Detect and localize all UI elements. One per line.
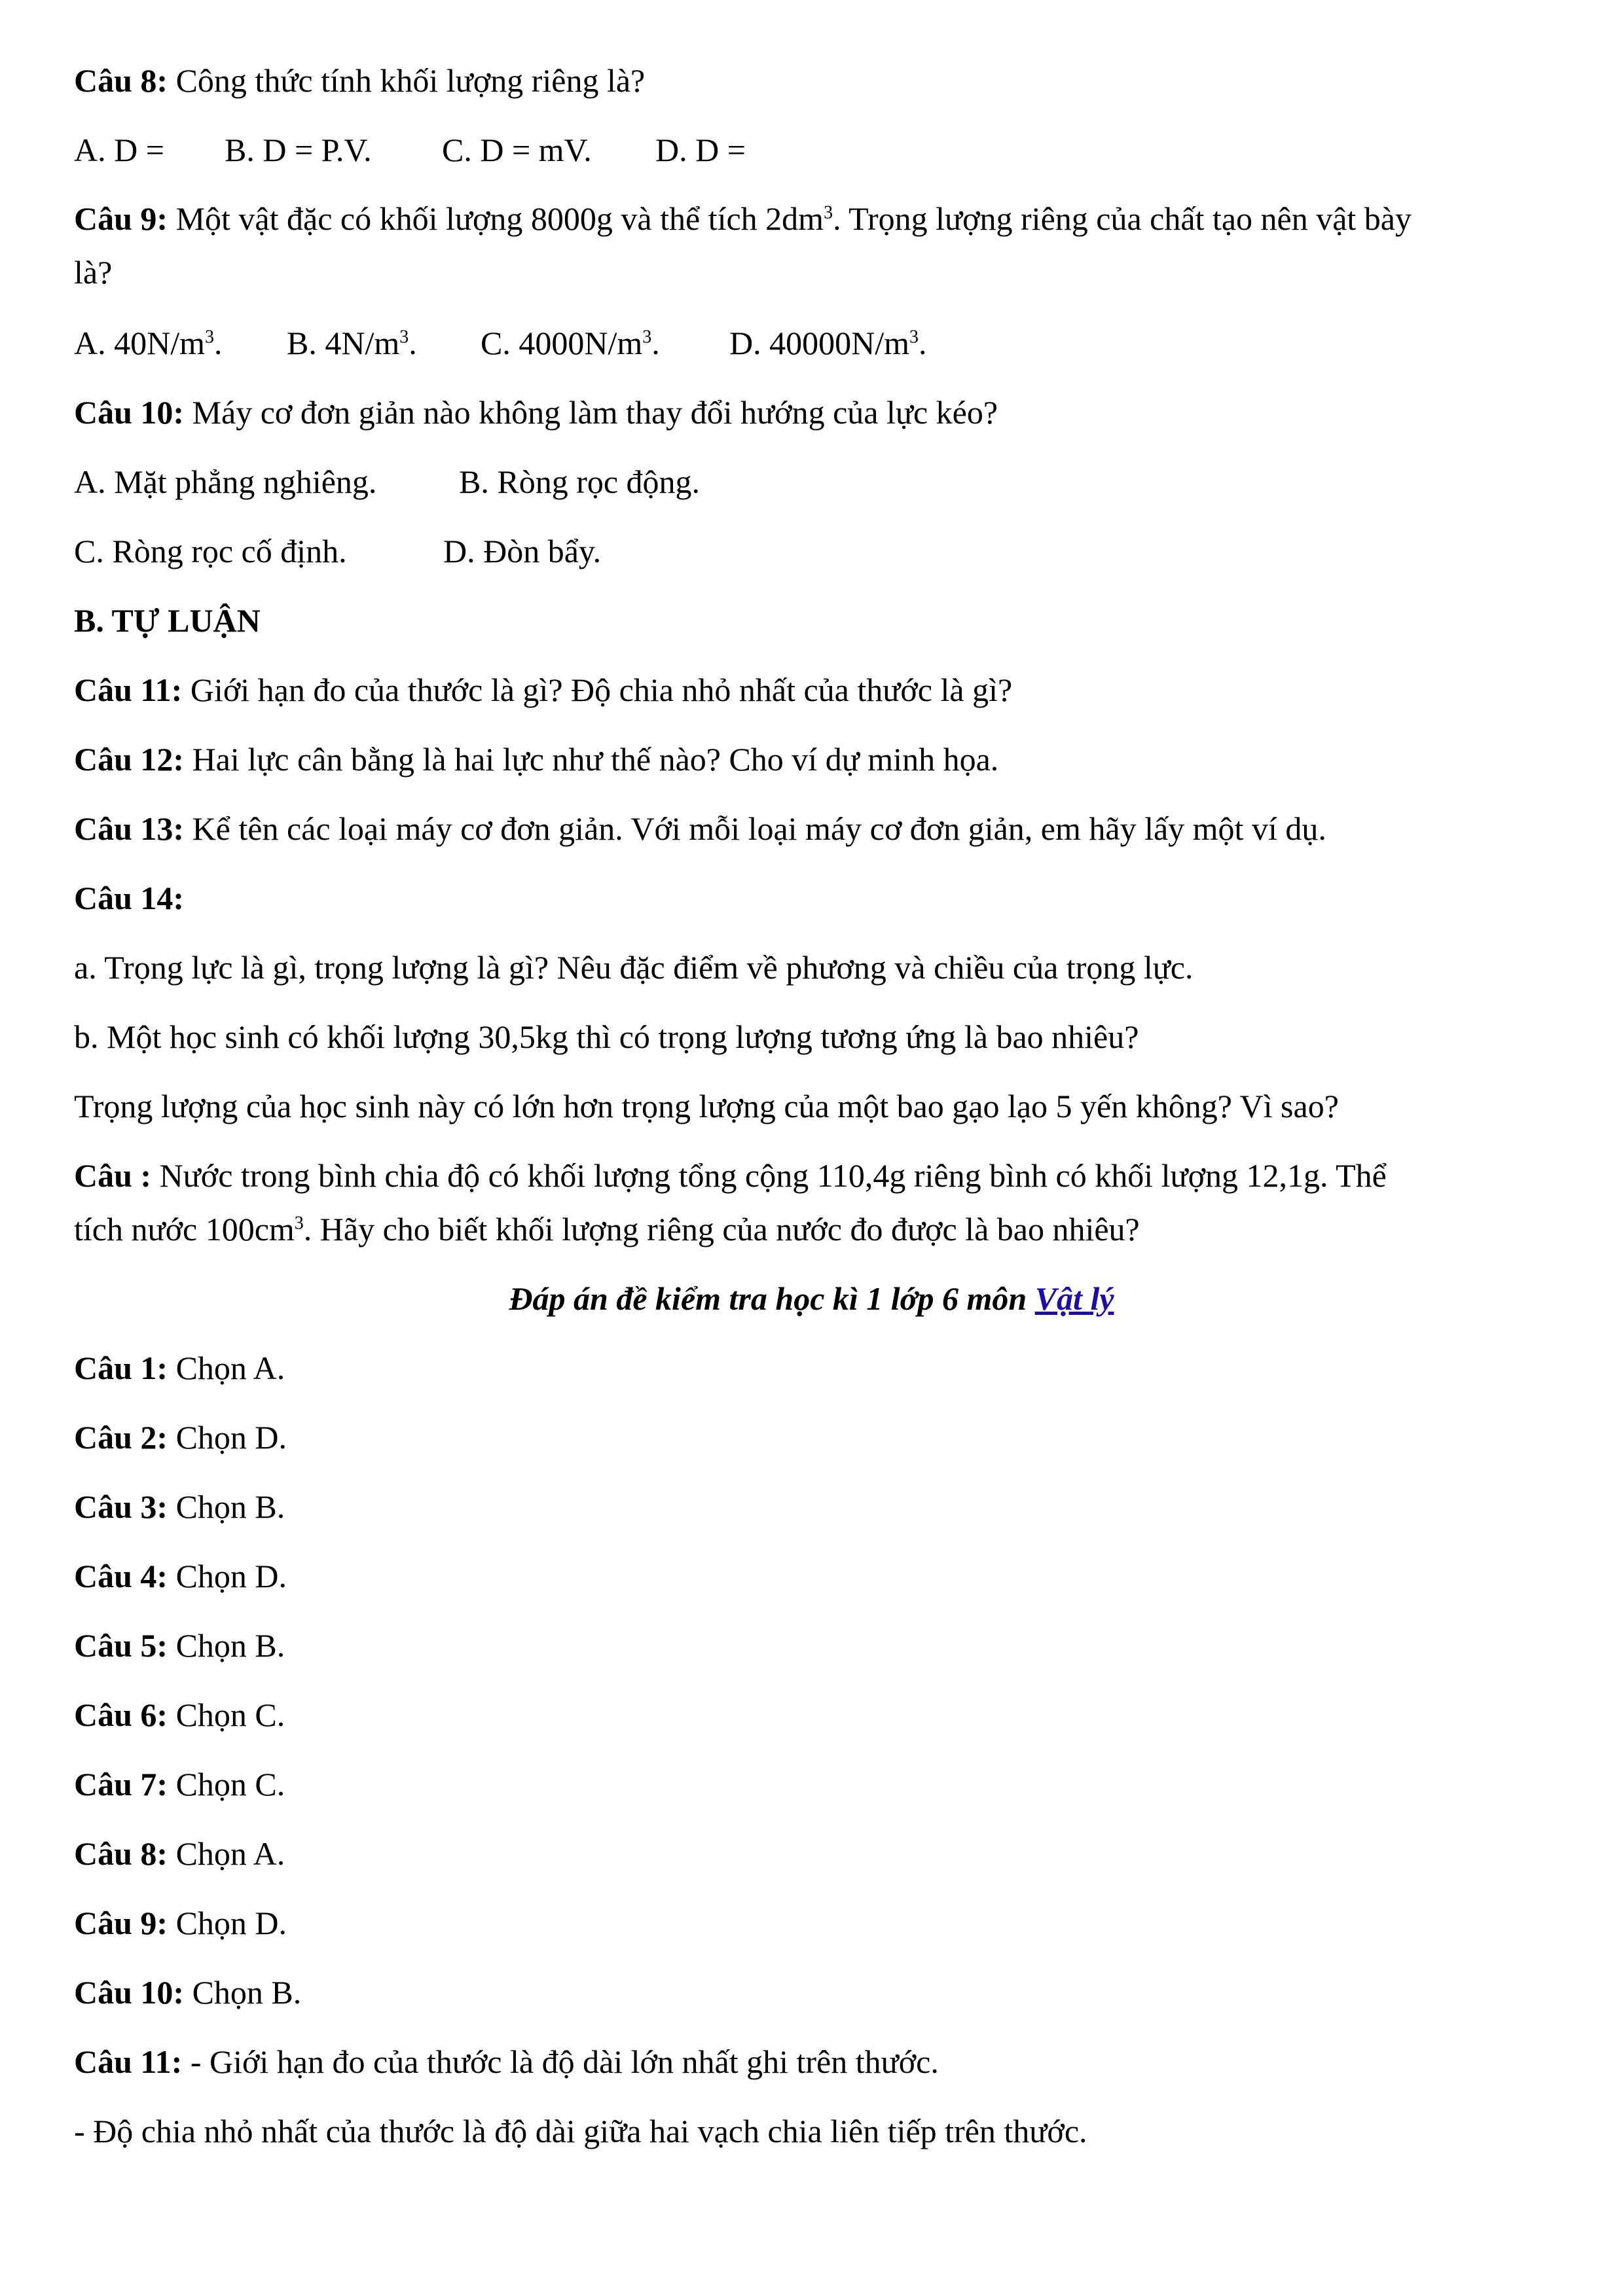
question-text-cont: . Trọng lượng riêng của chất tạo nên vật bày <box>833 200 1412 237</box>
question-text: Nước trong bình chia độ có khối lượng tổng cộng 110,4g riêng bình có khối lượng 12,1g. Thể <box>151 1157 1387 1194</box>
section-heading: B. TỰ LUẬN <box>74 602 261 639</box>
question-14-b: b. Một học sinh có khối lượng 30,5kg thì có trọng lượng tương ứng là bao nhiêu? <box>74 1018 1139 1055</box>
superscript: 3 <box>294 1213 304 1234</box>
question-14-a: a. Trọng lực là gì, trọng lượng là gì? Nêu đặc điểm về phương và chiều của trọng lực. <box>74 949 1194 986</box>
option-c: C. Ròng rọc cố định. <box>74 533 347 569</box>
option-d: D. D = <box>655 132 746 168</box>
option-c: C. D = mV. <box>442 132 592 168</box>
option-b: B. Ròng rọc động. <box>459 463 701 500</box>
question-text-cont: là? <box>74 254 113 291</box>
answer-row: Câu 4: Chọn D. <box>74 1558 287 1594</box>
question-10-options-row2 <box>74 531 1544 571</box>
option-d: D. Đòn bẩy. <box>443 533 602 569</box>
question-text: Giới hạn đo của thước là gì? Độ chia nhỏ nhất của thước là gì? <box>182 672 1013 708</box>
question-label: Câu 13: <box>74 810 185 847</box>
answer-row: Câu 7: Chọn C. <box>74 1766 285 1803</box>
question-9-cont <box>74 253 1544 292</box>
question-8 <box>74 61 1544 100</box>
option-b: B. $4N/m^3$. <box>287 325 417 361</box>
subject-link[interactable]: Vật lý <box>1034 1280 1114 1317</box>
question-13 <box>74 809 1544 848</box>
question-label: Câu 10: <box>74 394 185 431</box>
question-text: Một vật đặc có khối lượng 8000g và thể tích 2dm <box>168 200 824 237</box>
answer-row: Câu 2: Chọn D. <box>74 1419 287 1456</box>
question-10 <box>74 393 1544 432</box>
question-10-options-row1 <box>74 462 1544 501</box>
answer-row: Câu 3: Chọn B. <box>74 1488 285 1525</box>
question-12 <box>74 740 1544 779</box>
question-11 <box>74 670 1544 709</box>
answer-row: Câu 8: Chọn A. <box>74 1835 285 1872</box>
question-label: Câu : <box>74 1157 152 1194</box>
answer-11: Câu 11: - Giới hạn đo của thước là độ dài lớn nhất ghi trên thước. <box>74 2043 939 2080</box>
option-c: C. $4000N/m^3$. <box>481 325 660 361</box>
question-14-b-cont: Trọng lượng của học sinh này có lớn hơn trọng lượng của một bao gạo lạo 5 yến không? Vì sao? <box>74 1088 1339 1124</box>
question-text: Hai lực cân bằng là hai lực như thế nào? Cho ví dự minh họa. <box>184 741 999 778</box>
option-a: A. D = <box>74 132 164 168</box>
option-a: A. Mặt phẳng nghiêng. <box>74 463 377 500</box>
answer-key-title: Đáp án đề kiểm tra học kì 1 lớp 6 môn Vật lý <box>509 1280 1114 1317</box>
question-14 <box>74 878 1544 918</box>
question-label: Câu 11: <box>74 672 183 708</box>
option-b: B. D = P.V. <box>225 132 372 168</box>
question-text: Công thức tính khối lượng riêng là? <box>168 62 646 99</box>
option-a: A. $40N/m^3$. <box>74 325 223 361</box>
answer-label: Câu 11: <box>74 2043 183 2080</box>
answer-row: Câu 9: Chọn D. <box>74 1905 287 1941</box>
question-9 <box>74 199 1544 238</box>
question-text: Kể tên các loại máy cơ đơn giản. Với mỗi loại máy cơ đơn giản, em hãy lấy một ví dụ. <box>184 810 1326 847</box>
option-d: D. $40000N/m^3$. <box>729 325 927 361</box>
question-8-options <box>74 130 1544 170</box>
answer-row: Câu 6: Chọn C. <box>74 1696 285 1733</box>
question-text: Máy cơ đơn giản nào không làm thay đổi hướng của lực kéo? <box>184 394 998 431</box>
superscript: 3 <box>824 202 833 223</box>
answer-row: Câu 5: Chọn B. <box>74 1627 285 1664</box>
answer-11-cont: - Độ chia nhỏ nhất của thước là độ dài giữa hai vạch chia liên tiếp trên thước. <box>74 2113 1087 2149</box>
question-15 <box>74 1156 1544 1195</box>
answer-row: Câu 10: Chọn B. <box>74 1974 302 2011</box>
question-label: Câu 8: <box>74 62 168 99</box>
answer-row: Câu 1: Chọn A. <box>74 1350 285 1386</box>
question-label: Câu 9: <box>74 200 168 237</box>
question-9-options <box>74 323 1544 363</box>
question-label: Câu 12: <box>74 741 185 778</box>
question-15-cont: tích nước $100cm^3$. Hãy cho biết khối lượng riêng của nước đo được là bao nhiêu? <box>74 1211 1140 1247</box>
question-label: Câu 14: <box>74 880 185 916</box>
